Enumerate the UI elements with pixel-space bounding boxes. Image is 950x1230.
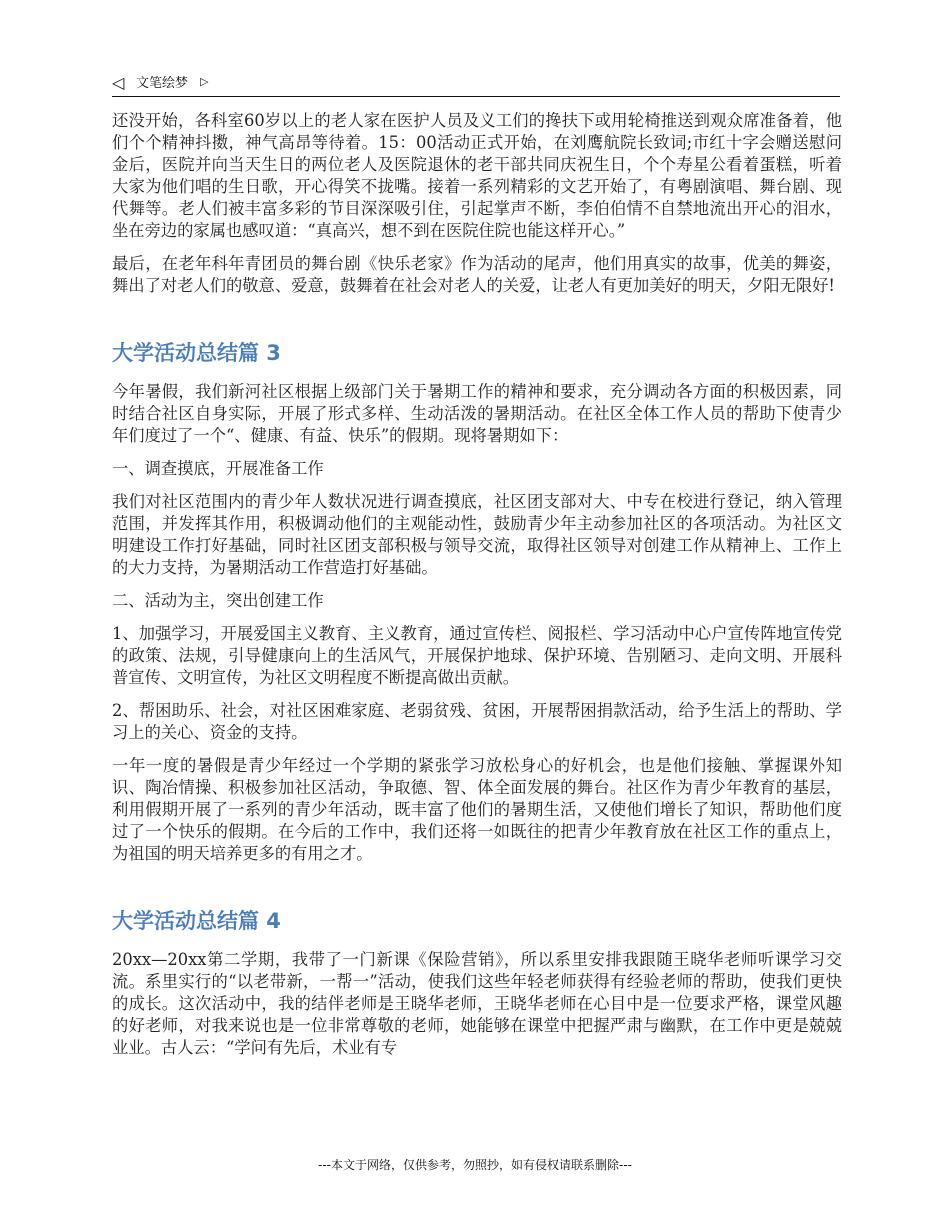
paragraph: 我们对社区范围内的青少年人数状况进行调查摸底，社区团支部对大、中专在校进行登记，纳入管理范围，并发挥其作用，积极调动他们的主观能动性，鼓励青少年主动参加社区的各项活动。为社区文明建设工作打好基础，同时社区团支部积极与领导交流，取得社区领导对创建工作从精神上、工作上的大力支持，为暑期活动工作营造打好基础。 — [112, 492, 842, 577]
paragraph: 1、加强学习，开展爱国主义教育、主义教育，通过宣传栏、阅报栏、学习活动中心户宣传阵地宣传党的政策、法规，引导健康向上的生活风气，开展保护地球、保护环境、告别陋习、走向文明、开展科普宣传、文明宣传，为社区文明程度不断提高做出贡献。 — [112, 624, 842, 687]
triangle-right-icon: ▷ — [200, 75, 209, 88]
page-header — [112, 72, 840, 97]
paragraph: 最后，在老年科年青团员的舞台剧《快乐老家》作为活动的尾声，他们用真实的故事，优美的舞姿，舞出了对老人们的敬意、爱意，鼓舞着在社会对老人的关爱，让老人有更加美好的明天，夕阳无限好! — [112, 254, 842, 295]
subheading: 一、调查摸底，开展准备工作 — [112, 459, 324, 478]
paragraph: 20xx—20xx第二学期，我带了一门新课《保险营销》，所以系里安排我跟随王晓华老师听课学习交流。系里实行的“以老带新，一帮一”活动，使我们这些年轻老师获得有经验老师的帮助，使我们更快的成长。这次活动中，我的结伴老师是王晓华老师，王晓华老师在心目中是一位要求严格，课堂风趣的好老师，对我来说也是一位非常尊敬的老师，她能够在课堂中把握严肃与幽默，在工作中更是兢兢业业。古人云：“学问有先后，术业有专 — [112, 950, 842, 1057]
paragraph: 一年一度的暑假是青少年经过一个学期的紧张学习放松身心的好机会，也是他们接触、掌握课外知识、陶冶情操、积极参加社区活动，争取德、智、体全面发展的舞台。社区作为青少年教育的基层，利用假期开展了一系列的青少年活动，既丰富了他们的暑期生活，又使他们增长了知识，帮助他们度过了一个快乐的假期。在今后的工作中，我们还将一如既往的把青少年教育放在社区工作的重点上，为祖国的明天培养更多的有用之才。 — [112, 756, 842, 863]
header-brand: 文笔绘梦 — [136, 76, 189, 91]
page-footer: ---本文于网络，仅供参考，勿照抄，如有侵权请联系删除--- — [318, 1158, 632, 1172]
section-heading: 大学活动总结篇 3 — [112, 341, 281, 365]
subheading: 二、活动为主，突出创建工作 — [112, 591, 324, 610]
section-heading: 大学活动总结篇 4 — [112, 909, 281, 933]
paragraph: 还没开始，各科室60岁以上的老人家在医护人员及义工们的搀扶下或用轮椅推送到观众席准备着，他们个个精神抖擞，神气高昂等待着。15：00活动正式开始，在刘鹰航院长致词;市红十字会赠送慰问金后，医院并向当天生日的两位老人及医院退休的老干部共同庆祝生日，个个寿星公看着蛋糕，听着大家为他们唱的生日歌，开心得笑不拢嘴。接着一系列精彩的文艺开始了，有粤剧演唱、舞台剧、现代舞等。老人们被丰富多彩的节目深深吸引住，引起掌声不断，李伯伯情不自禁地流出开心的泪水，坐在旁边的家属也感叹道：“真高兴，想不到在医院住院也能这样开心。” — [112, 111, 842, 240]
document-body — [112, 110, 842, 1070]
triangle-left-icon: ◁ — [112, 73, 125, 92]
paragraph: 2、帮困助乐、社会，对社区困难家庭、老弱贫残、贫困，开展帮困捐款活动，给予生活上的帮助、学习上的关心、资金的支持。 — [112, 701, 842, 742]
paragraph: 今年暑假，我们新河社区根据上级部门关于暑期工作的精神和要求，充分调动各方面的积极因素，同时结合社区自身实际，开展了形式多样、生动活泼的暑期活动。在社区全体工作人员的帮助下使青少年们度过了一个“、健康、有益、快乐”的假期。现将暑期如下： — [112, 382, 842, 445]
